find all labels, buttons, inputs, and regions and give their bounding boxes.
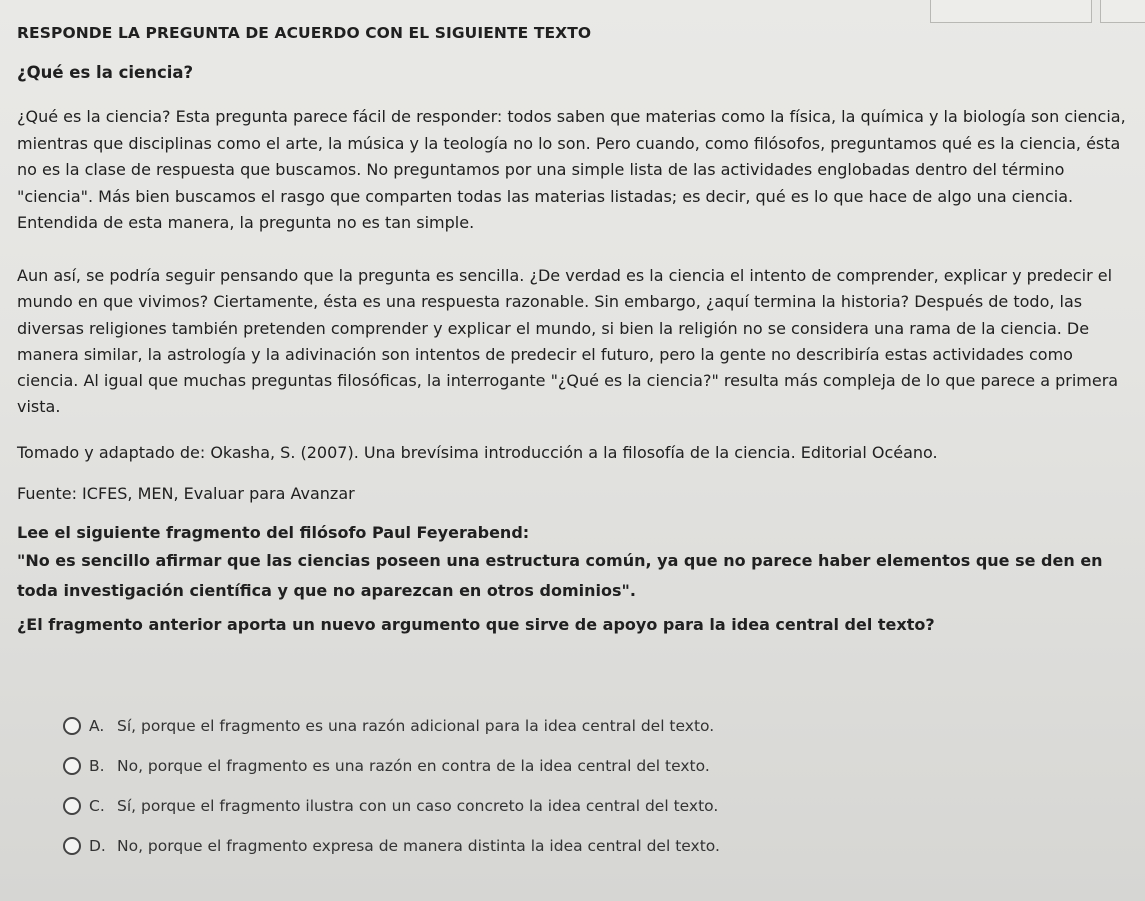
option-letter: B. bbox=[89, 757, 105, 775]
option-b[interactable] bbox=[62, 746, 720, 786]
radio-button-d[interactable] bbox=[63, 837, 81, 855]
option-text: No, porque el fragmento es una razón en contra de la idea central del texto. bbox=[117, 757, 710, 775]
text-title: ¿Qué es la ciencia? bbox=[17, 63, 194, 82]
answer-options bbox=[62, 706, 720, 866]
citation: Tomado y adaptado de: Okasha, S. (2007). Una brevísima introducción a la filosofía de la ciencia. Editorial Océano. bbox=[17, 443, 938, 462]
option-d[interactable] bbox=[62, 826, 720, 866]
lead-in: Lee el siguiente fragmento del filósofo Paul Feyerabend: bbox=[17, 523, 530, 542]
radio-button-c[interactable] bbox=[63, 797, 81, 815]
feyerabend-quote: "No es sencillo afirmar que las ciencias poseen una estructura común, ya que no parece haber elementos que se den en toda investigación científica y que no aparezcan en otros dominios". bbox=[17, 551, 1103, 600]
radio-button-a[interactable] bbox=[63, 717, 81, 735]
option-letter: D. bbox=[89, 837, 106, 855]
option-text: Sí, porque el fragmento es una razón adicional para la idea central del texto. bbox=[117, 717, 715, 735]
question-prompt: ¿El fragmento anterior aporta un nuevo argumento que sirve de apoyo para la idea central del texto? bbox=[17, 615, 935, 634]
option-letter: A. bbox=[89, 717, 105, 735]
option-c[interactable] bbox=[62, 786, 720, 826]
radio-button-b[interactable] bbox=[63, 757, 81, 775]
option-text: No, porque el fragmento expresa de manera distinta la idea central del texto. bbox=[117, 837, 720, 855]
header-box bbox=[930, 0, 1092, 23]
instruction-heading: RESPONDE LA PREGUNTA DE ACUERDO CON EL SIGUIENTE TEXTO bbox=[17, 24, 592, 42]
option-letter: C. bbox=[89, 797, 105, 815]
option-a[interactable] bbox=[62, 706, 720, 746]
header-box-corner bbox=[1100, 0, 1145, 23]
source-line: Fuente: ICFES, MEN, Evaluar para Avanzar bbox=[17, 484, 355, 503]
paragraph-2: Aun así, se podría seguir pensando que la pregunta es sencilla. ¿De verdad es la ciencia el intento de comprender, explicar y predecir el mundo en que vivimos? Ciertamente, ésta es una respuesta razonable. Sin embargo, ¿aquí termina la historia? Después de todo, las diversas religiones también pretenden comprender y explicar el mundo, si bien la religión no se considera una rama de la ciencia. De manera similar, la astrología y la adivinación son intentos de predecir el futuro, pero la gente no describiría estas actividades como ciencia. Al igual que muchas preguntas filosóficas, la interrogante "¿Qué es la ciencia?" resulta más compleja de lo que parece a primera vista. bbox=[17, 266, 1119, 417]
option-text: Sí, porque el fragmento ilustra con un caso concreto la idea central del texto. bbox=[117, 797, 719, 815]
paragraph-1: ¿Qué es la ciencia? Esta pregunta parece fácil de responder: todos saben que materias como la física, la química y la biología son ciencia, mientras que disciplinas como el arte, la música y la teología no lo son. Pero cuando, como filósofos, preguntamos qué es la ciencia, ésta no es la clase de respuesta que buscamos. No preguntamos por una simple lista de las actividades englobadas dentro del término "ciencia". Más bien buscamos el rasgo que comparten todas las materias listadas; es decir, qué es lo que hace de algo una ciencia. Entendida de esta manera, la pregunta no es tan simple. bbox=[17, 107, 1126, 232]
